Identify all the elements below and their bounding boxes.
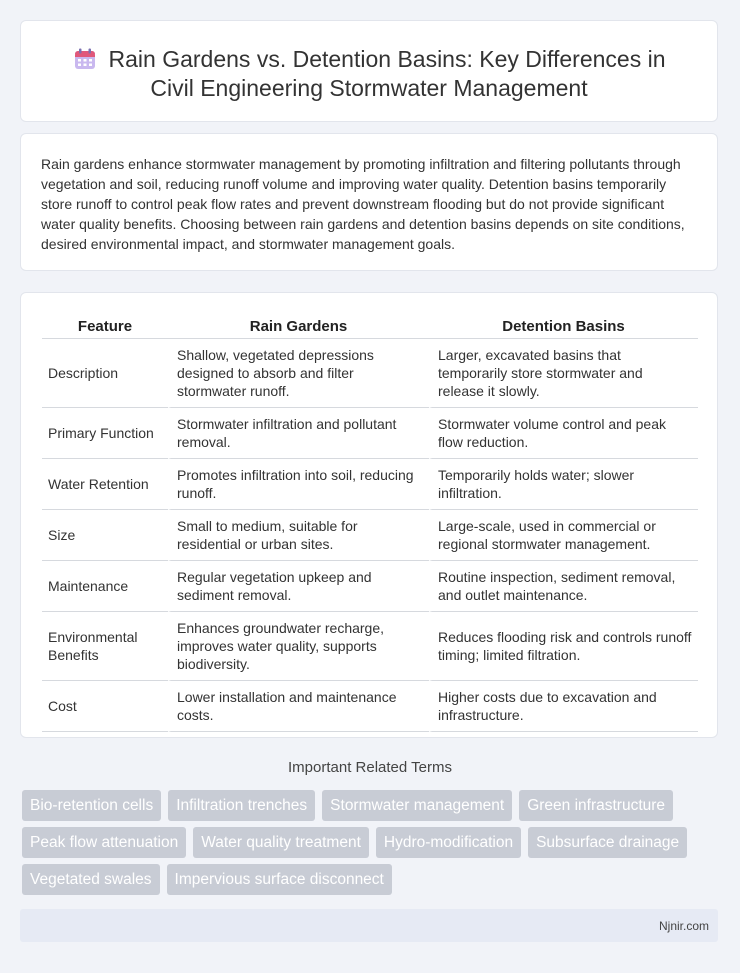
related-term-tag[interactable]: Peak flow attenuation — [22, 827, 186, 858]
header-feature: Feature — [42, 315, 168, 339]
rain-gardens-cell: Stormwater infiltration and pollutant removal. — [168, 408, 429, 459]
detention-basins-cell: Reduces flooding risk and controls runoff timing; limited filtration. — [429, 612, 698, 681]
related-term-tag[interactable]: Subsurface drainage — [528, 827, 687, 858]
detention-basins-cell: Higher costs due to excavation and infrastructure. — [429, 681, 698, 732]
related-term-tag[interactable]: Stormwater management — [322, 790, 512, 821]
footer-site: Njnir.com — [658, 919, 709, 933]
table-row — [42, 459, 698, 510]
feature-cell: Environmental Benefits — [42, 612, 168, 681]
rain-gardens-cell: Enhances groundwater recharge, improves water quality, supports biodiversity. — [168, 612, 429, 681]
page-title-text: Rain Gardens vs. Detention Basins: Key Differences in Civil Engineering Stormwater Management — [108, 46, 666, 101]
feature-cell: Primary Function — [42, 408, 168, 459]
table-row — [42, 408, 698, 459]
related-term-tag[interactable]: Green infrastructure — [519, 790, 673, 821]
term-row — [22, 827, 722, 858]
header-rain-gardens: Rain Gardens — [168, 315, 429, 339]
comparison-card — [20, 292, 718, 738]
related-term-tag[interactable]: Infiltration trenches — [168, 790, 315, 821]
table-row — [42, 339, 698, 408]
title-card — [20, 20, 718, 122]
related-term-tag[interactable]: Impervious surface disconnect — [167, 864, 392, 895]
intro-paragraph: Rain gardens enhance stormwater management by promoting infiltration and filtering pollutants through vegetation and soil, reducing runoff volume and improving water quality. Detention basins temporarily store runoff to control peak flow rates and prevent downstream flooding but do not provide significant water quality benefits. Choosing between rain gardens and detention basins depends on site conditions, desired environmental impact, and stormwater management goals. — [41, 156, 685, 252]
feature-cell: Water Retention — [42, 459, 168, 510]
detention-basins-cell: Large-scale, used in commercial or regional stormwater management. — [429, 510, 698, 561]
footer — [20, 909, 718, 942]
table-header-row — [42, 315, 698, 339]
table-row — [42, 612, 698, 681]
related-term-tag[interactable]: Bio-retention cells — [22, 790, 161, 821]
rain-gardens-cell: Lower installation and maintenance costs. — [168, 681, 429, 732]
feature-cell: Size — [42, 510, 168, 561]
related-term-tag[interactable]: Water quality treatment — [193, 827, 369, 858]
header-detention-basins: Detention Basins — [429, 315, 698, 339]
calendar-icon — [73, 47, 97, 71]
related-terms — [22, 790, 722, 901]
table-row — [42, 510, 698, 561]
related-term-tag[interactable]: Hydro-modification — [376, 827, 521, 858]
feature-cell: Description — [42, 339, 168, 408]
detention-basins-cell: Larger, excavated basins that temporarily store stormwater and release it slowly. — [429, 339, 698, 408]
rain-gardens-cell: Regular vegetation upkeep and sediment removal. — [168, 561, 429, 612]
table-row — [42, 681, 698, 732]
detention-basins-cell: Routine inspection, sediment removal, and outlet maintenance. — [429, 561, 698, 612]
related-terms-heading: Important Related Terms — [288, 759, 452, 776]
detention-basins-cell: Temporarily holds water; slower infiltration. — [429, 459, 698, 510]
term-row — [22, 864, 722, 895]
rain-gardens-cell: Shallow, vegetated depressions designed to absorb and filter stormwater runoff. — [168, 339, 429, 408]
page-title — [21, 21, 717, 103]
related-term-tag[interactable]: Vegetated swales — [22, 864, 160, 895]
comparison-table — [42, 315, 698, 732]
rain-gardens-cell: Small to medium, suitable for residential or urban sites. — [168, 510, 429, 561]
table-row — [42, 561, 698, 612]
term-row — [22, 790, 722, 821]
rain-gardens-cell: Promotes infiltration into soil, reducing runoff. — [168, 459, 429, 510]
feature-cell: Maintenance — [42, 561, 168, 612]
intro-card — [20, 133, 718, 271]
feature-cell: Cost — [42, 681, 168, 732]
detention-basins-cell: Stormwater volume control and peak flow reduction. — [429, 408, 698, 459]
